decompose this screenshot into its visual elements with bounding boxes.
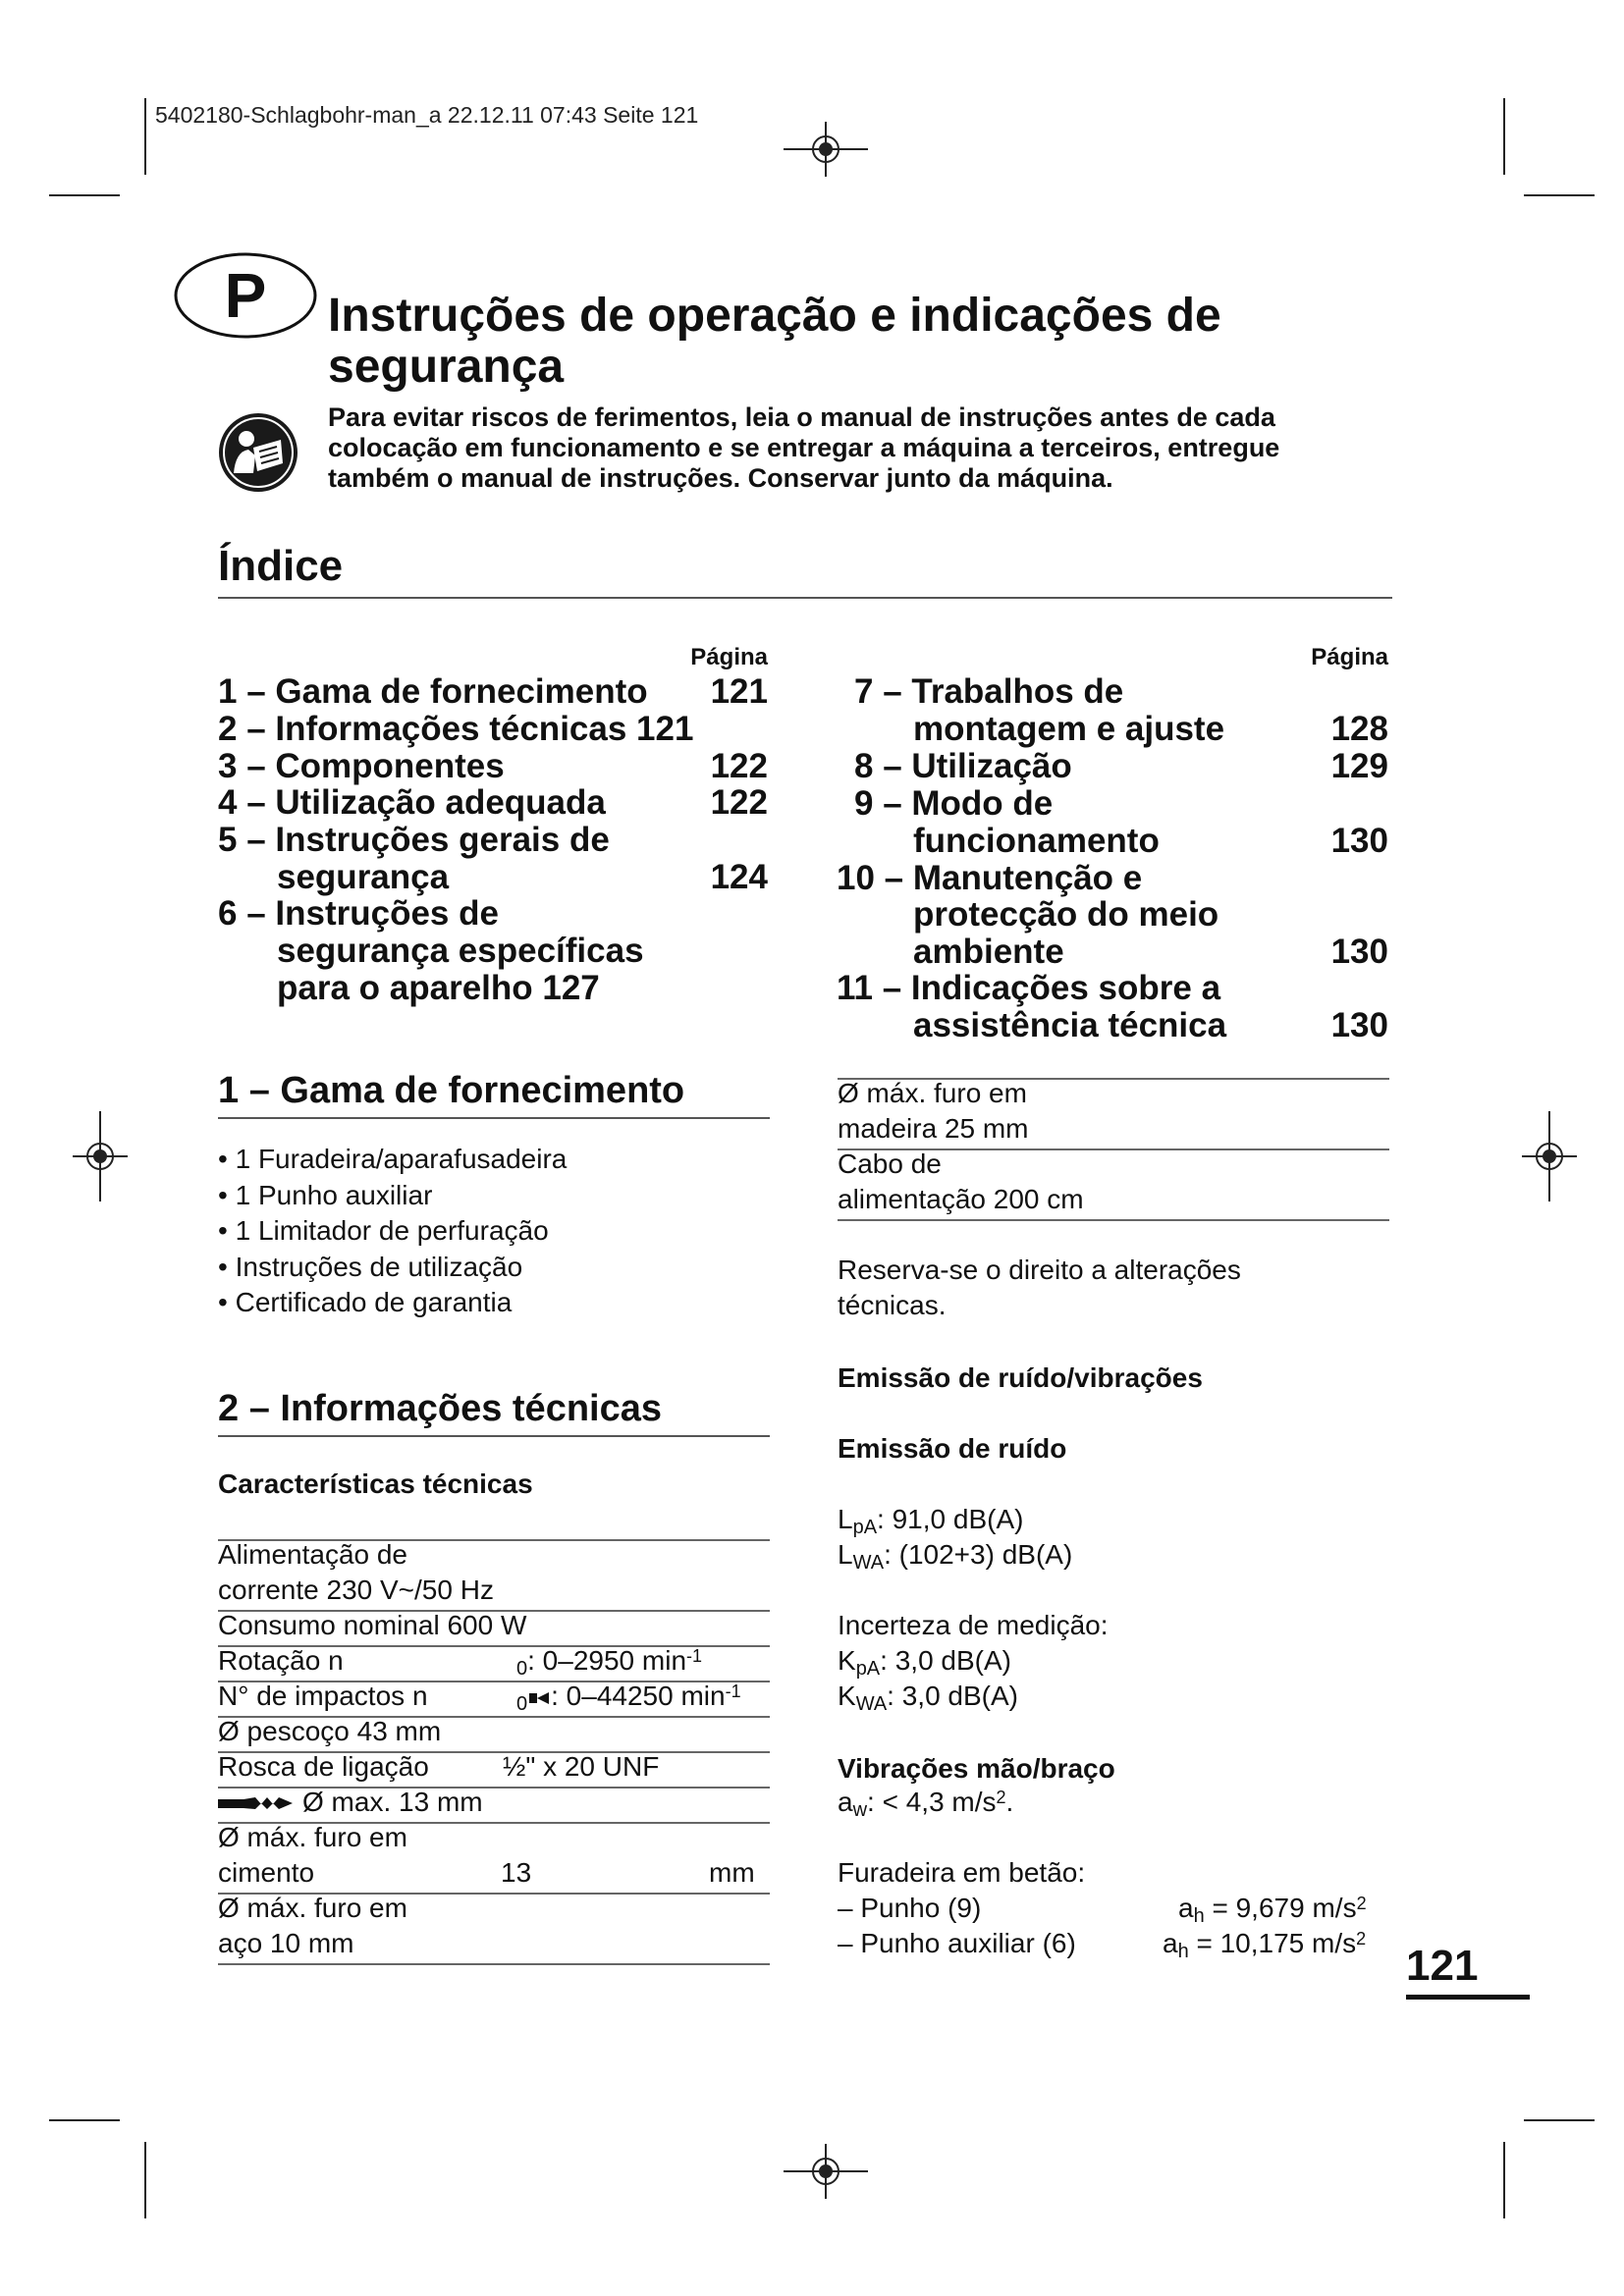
toc-entry[interactable]: 1 – Gama de fornecimento <box>218 672 648 711</box>
toc-page-number: 130 <box>1330 933 1388 971</box>
divider <box>218 1435 770 1437</box>
spec-wood: madeira 25 mm <box>838 1113 1029 1144</box>
title-line: Instruções de operação e indicações de <box>328 290 1221 342</box>
drill-bit-icon <box>218 1795 295 1811</box>
section-heading: 1 – Gama de fornecimento <box>218 1070 685 1111</box>
toc-entry[interactable]: funcionamento <box>913 822 1160 860</box>
reserve-note: Reserva-se o direito a alterações <box>838 1255 1241 1285</box>
toc-entry[interactable]: 2 – Informações técnicas 121 <box>218 710 694 748</box>
value-text: . <box>1005 1787 1014 1817</box>
toc-entry[interactable]: montagem e ajuste <box>913 710 1225 748</box>
symbol: K <box>838 1681 856 1711</box>
value-text: : 0–44250 min <box>551 1681 726 1711</box>
uncertainty-kwa <box>838 1679 1018 1714</box>
superscript: 2 <box>1356 1894 1367 1913</box>
symbol: a <box>838 1787 853 1817</box>
handle-label: – Punho (9) <box>838 1893 982 1923</box>
toc-page-number: 128 <box>1330 710 1388 748</box>
toc-page-number: 129 <box>1330 747 1388 785</box>
toc-entry[interactable]: 10 – Manutenção e <box>837 859 1143 897</box>
toc-entry[interactable]: para o aparelho 127 <box>277 969 600 1007</box>
value-text: : 91,0 dB(A) <box>877 1504 1024 1534</box>
spec-power: Consumo nominal 600 W <box>218 1610 527 1640</box>
list-item: • 1 Limitador de perfuração <box>218 1213 567 1250</box>
crop-mark <box>144 98 146 175</box>
crop-mark <box>1524 194 1595 196</box>
uncertainty-label: Incerteza de medição: <box>838 1610 1109 1640</box>
toc-entry[interactable]: 8 – Utilização <box>854 747 1072 785</box>
list-item: • Certificado de garantia <box>218 1285 567 1321</box>
page-title <box>328 291 1418 393</box>
toc-entry[interactable]: assistência técnica <box>913 1006 1227 1044</box>
subscript: h <box>1177 1941 1189 1962</box>
toc-page-number: 122 <box>710 783 768 822</box>
vibration-aw <box>838 1785 1013 1820</box>
index-heading: Índice <box>218 542 344 590</box>
reserve-note: técnicas. <box>838 1290 947 1320</box>
noise-vibration-heading: Emissão de ruído/vibrações <box>838 1362 1203 1393</box>
spec-supply: Alimentação de <box>218 1539 408 1570</box>
section-heading: 2 – Informações técnicas <box>218 1388 662 1429</box>
spec-supply: corrente 230 V~/50 Hz <box>218 1575 494 1605</box>
registration-mark-icon <box>782 2142 870 2201</box>
subscript: h <box>1193 1905 1205 1927</box>
intro-line: colocação em funcionamento e se entregar a máquina a terceiros, entregue <box>328 433 1280 462</box>
toc-entry[interactable]: 3 – Componentes <box>218 747 505 785</box>
intro-line: também o manual de instruções. Conservar junto da máquina. <box>328 463 1113 493</box>
language-badge <box>173 251 318 340</box>
registration-mark-icon <box>782 120 870 179</box>
toc-page-number: 130 <box>1330 822 1388 860</box>
intro-line: Para evitar riscos de ferimentos, leia o manual de instruções antes de cada <box>328 402 1275 432</box>
toc-entry[interactable]: 5 – Instruções gerais de <box>218 821 610 859</box>
symbol: K <box>838 1645 856 1676</box>
symbol: L <box>838 1504 853 1534</box>
divider <box>218 1117 770 1119</box>
uncertainty-kpa <box>838 1643 1011 1679</box>
value-text: = 9,679 m/s <box>1204 1893 1357 1923</box>
list-item: • Instruções de utilização <box>218 1250 567 1286</box>
spec-impacts-value <box>516 1679 741 1714</box>
spec-cable: alimentação 200 cm <box>838 1184 1084 1214</box>
spec-concrete-value: 13 <box>501 1857 532 1888</box>
crop-mark <box>49 2119 120 2121</box>
intro-warning <box>328 402 1403 494</box>
symbol: a <box>1163 1928 1178 1958</box>
subscript: WA <box>852 1552 885 1574</box>
noise-heading: Emissão de ruído <box>838 1433 1067 1464</box>
value-text: = 10,175 m/s <box>1188 1928 1357 1958</box>
spec-steel: Ø máx. furo em <box>218 1893 407 1923</box>
subscript: 0 <box>516 1658 528 1680</box>
value-text: : (102+3) dB(A) <box>884 1539 1073 1570</box>
crop-mark <box>144 2142 146 2218</box>
spec-rotation-label: Rotação n <box>218 1645 344 1676</box>
registration-mark-icon <box>1520 1109 1579 1203</box>
noise-lpa <box>838 1502 1023 1537</box>
delivery-list <box>218 1142 567 1321</box>
divider <box>218 597 1392 599</box>
superscript: 2 <box>996 1788 1006 1807</box>
page-number-underline <box>1406 1995 1530 2000</box>
superscript: -1 <box>725 1682 741 1701</box>
superscript: -1 <box>686 1646 703 1666</box>
subscript: pA <box>855 1658 881 1680</box>
toc-page-number: 122 <box>710 747 768 785</box>
spec-chuck <box>218 1785 483 1820</box>
title-line: segurança <box>328 341 565 393</box>
value-text: : 3,0 dB(A) <box>887 1681 1019 1711</box>
table-rule <box>218 1963 770 1965</box>
toc-page-label: Página <box>1311 644 1388 670</box>
toc-entry[interactable]: 4 – Utilização adequada <box>218 783 606 822</box>
spec-thread-value: ½" x 20 UNF <box>503 1751 660 1782</box>
aux-handle-value <box>1163 1926 1366 1961</box>
concrete-drill-label: Furadeira em betão: <box>838 1857 1086 1888</box>
spec-cable: Cabo de <box>838 1148 942 1179</box>
toc-entry[interactable]: segurança <box>277 858 450 896</box>
hammer-icon <box>529 1690 551 1706</box>
toc-entry[interactable]: 9 – Modo de <box>854 784 1054 823</box>
symbol: L <box>838 1539 853 1570</box>
spec-wood: Ø máx. furo em <box>838 1078 1027 1108</box>
list-item: • 1 Punho auxiliar <box>218 1178 567 1214</box>
value-text: : 0–2950 min <box>527 1645 687 1676</box>
toc-entry[interactable]: protecção do meio <box>913 895 1219 934</box>
toc-page-number: 124 <box>710 858 768 896</box>
toc-entry[interactable]: 6 – Instruções de <box>218 894 499 933</box>
subscript: WA <box>855 1693 888 1715</box>
spec-neck: Ø pescoço 43 mm <box>218 1716 442 1746</box>
superscript: 2 <box>1356 1929 1367 1949</box>
list-item: • 1 Furadeira/aparafusadeira <box>218 1142 567 1178</box>
noise-lwa <box>838 1537 1072 1573</box>
aux-handle-label: – Punho auxiliar (6) <box>838 1928 1076 1958</box>
print-header: 5402180-Schlagbohr-man_a 22.12.11 07:43 Seite 121 <box>155 102 699 128</box>
spec-concrete: cimento <box>218 1857 315 1888</box>
crop-mark <box>1524 2119 1595 2121</box>
value-text: : 3,0 dB(A) <box>880 1645 1011 1676</box>
toc-entry[interactable]: 7 – Trabalhos de <box>854 672 1124 711</box>
language-badge-letter: P <box>224 260 267 331</box>
page-number: 121 <box>1406 1942 1479 1990</box>
crop-mark <box>49 194 120 196</box>
toc-entry[interactable]: ambiente <box>913 933 1064 971</box>
spec-thread-label: Rosca de ligação <box>218 1751 429 1782</box>
subscript: w <box>852 1799 868 1821</box>
vibration-heading: Vibrações mão/braço <box>838 1753 1115 1784</box>
value-text: Ø max. 13 mm <box>302 1787 483 1817</box>
handle-value <box>1178 1891 1367 1926</box>
crop-mark <box>1503 98 1505 175</box>
spec-steel: aço 10 mm <box>218 1928 354 1958</box>
subscript: 0 <box>516 1693 528 1715</box>
spec-concrete-unit: mm <box>709 1857 755 1888</box>
toc-page-number: 121 <box>710 672 768 711</box>
spec-rotation-value <box>516 1643 702 1679</box>
table-rule <box>838 1219 1389 1221</box>
symbol: a <box>1178 1893 1194 1923</box>
subscript: pA <box>852 1517 878 1538</box>
crop-mark <box>1503 2142 1505 2218</box>
toc-entry[interactable]: segurança específicas <box>277 932 644 970</box>
spec-impacts-label: N° de impactos n <box>218 1681 428 1711</box>
registration-mark-icon <box>71 1109 130 1203</box>
toc-page-number: 130 <box>1330 1006 1388 1044</box>
toc-entry[interactable]: 11 – Indicações sobre a <box>837 969 1221 1007</box>
spec-concrete: Ø máx. furo em <box>218 1822 407 1852</box>
spec-subheading: Características técnicas <box>218 1468 533 1499</box>
read-manual-icon <box>218 412 298 493</box>
value-text: : < 4,3 m/s <box>867 1787 997 1817</box>
toc-page-label: Página <box>690 644 768 670</box>
